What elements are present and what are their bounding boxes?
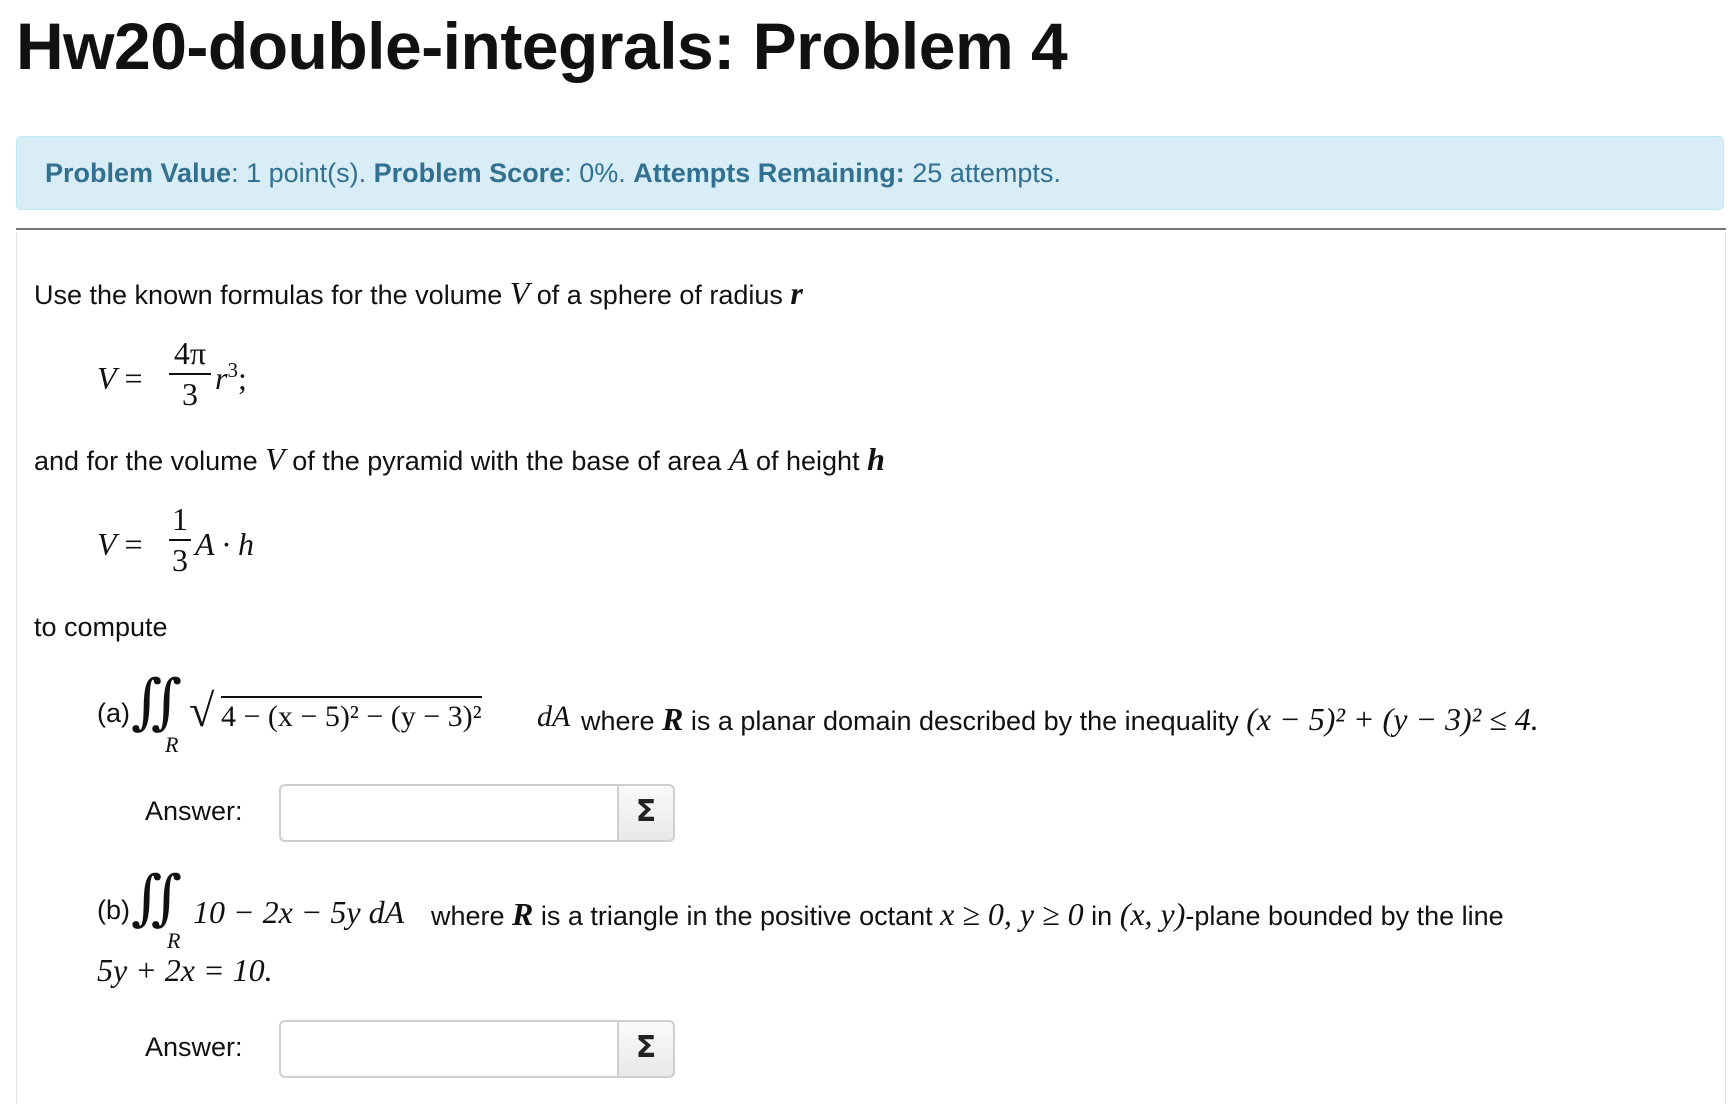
equation-editor-a-icon[interactable]: Σ <box>617 784 675 842</box>
answer-a-label: Answer: <box>145 796 243 826</box>
double-integral-sign: ∬ <box>131 863 183 933</box>
answer-a-input[interactable] <box>279 784 619 842</box>
part-b-line-equation: 5y + 2x = 10. <box>97 952 273 988</box>
attempts-remaining-label: Attempts Remaining: <box>633 158 905 188</box>
problem-score-text: : 0%. <box>564 158 634 188</box>
answer-b-label: Answer: <box>145 1032 243 1062</box>
pyramid-text: and for the volume V of the pyramid with the base of area A of height h <box>34 441 885 477</box>
double-integral-sign: ∬ <box>131 667 183 737</box>
attempts-remaining-text: 25 attempts. <box>904 158 1061 188</box>
part-b-integrand: 10 − 2x − 5y dA <box>193 894 405 930</box>
page-title: Hw20-double-integrals: Problem 4 <box>16 9 1068 83</box>
problem-body: Use the known formulas for the volume V of a sphere of radius r V = 4π 3 $r^3$; and for the volume V of the pyramid with the base of area A of height h V = 1 3 A · h to compute (a) ∬ R √ 4 − (x − 5)² − (y − 3)² dA where R is a planar domain described by the inequality (x − 5)² + (y − 3)² ≤ 4. Answer: Σ (b) ∬ R 10 − 2x − 5y dA where R is a triangle in the positive octant x ≥ 0, y ≥ 0 in (x, y)-plane bounded by the line 5y + 2x = 10. Answer: Σ <box>16 232 1726 1104</box>
part-a-description: where R is a planar domain described by the inequality (x − 5)² + (y − 3)² ≤ 4. <box>581 701 1539 737</box>
part-a-label: (a) <box>97 698 130 728</box>
problem-value-text: : 1 point(s). <box>231 158 374 188</box>
part-b-label: (b) <box>97 895 130 925</box>
part-b-description: where R is a triangle in the positive octant x ≥ 0, y ≥ 0 in (x, y)-plane bounded by the line <box>431 896 1504 932</box>
header-divider <box>16 228 1726 230</box>
equation-editor-b-icon[interactable]: Σ <box>617 1020 675 1078</box>
intro-text: Use the known formulas for the volume V of a sphere of radius r <box>34 275 803 311</box>
answer-b-input[interactable] <box>279 1020 619 1078</box>
part-a-radicand: 4 − (x − 5)² − (y − 3)² <box>221 696 482 734</box>
sqrt-sign: √ <box>189 685 215 736</box>
problem-value-label: Problem Value <box>45 158 232 188</box>
problem-info-banner <box>16 136 1724 210</box>
problem-score-label: Problem Score <box>373 158 565 188</box>
to-compute-text: to compute <box>34 612 168 642</box>
